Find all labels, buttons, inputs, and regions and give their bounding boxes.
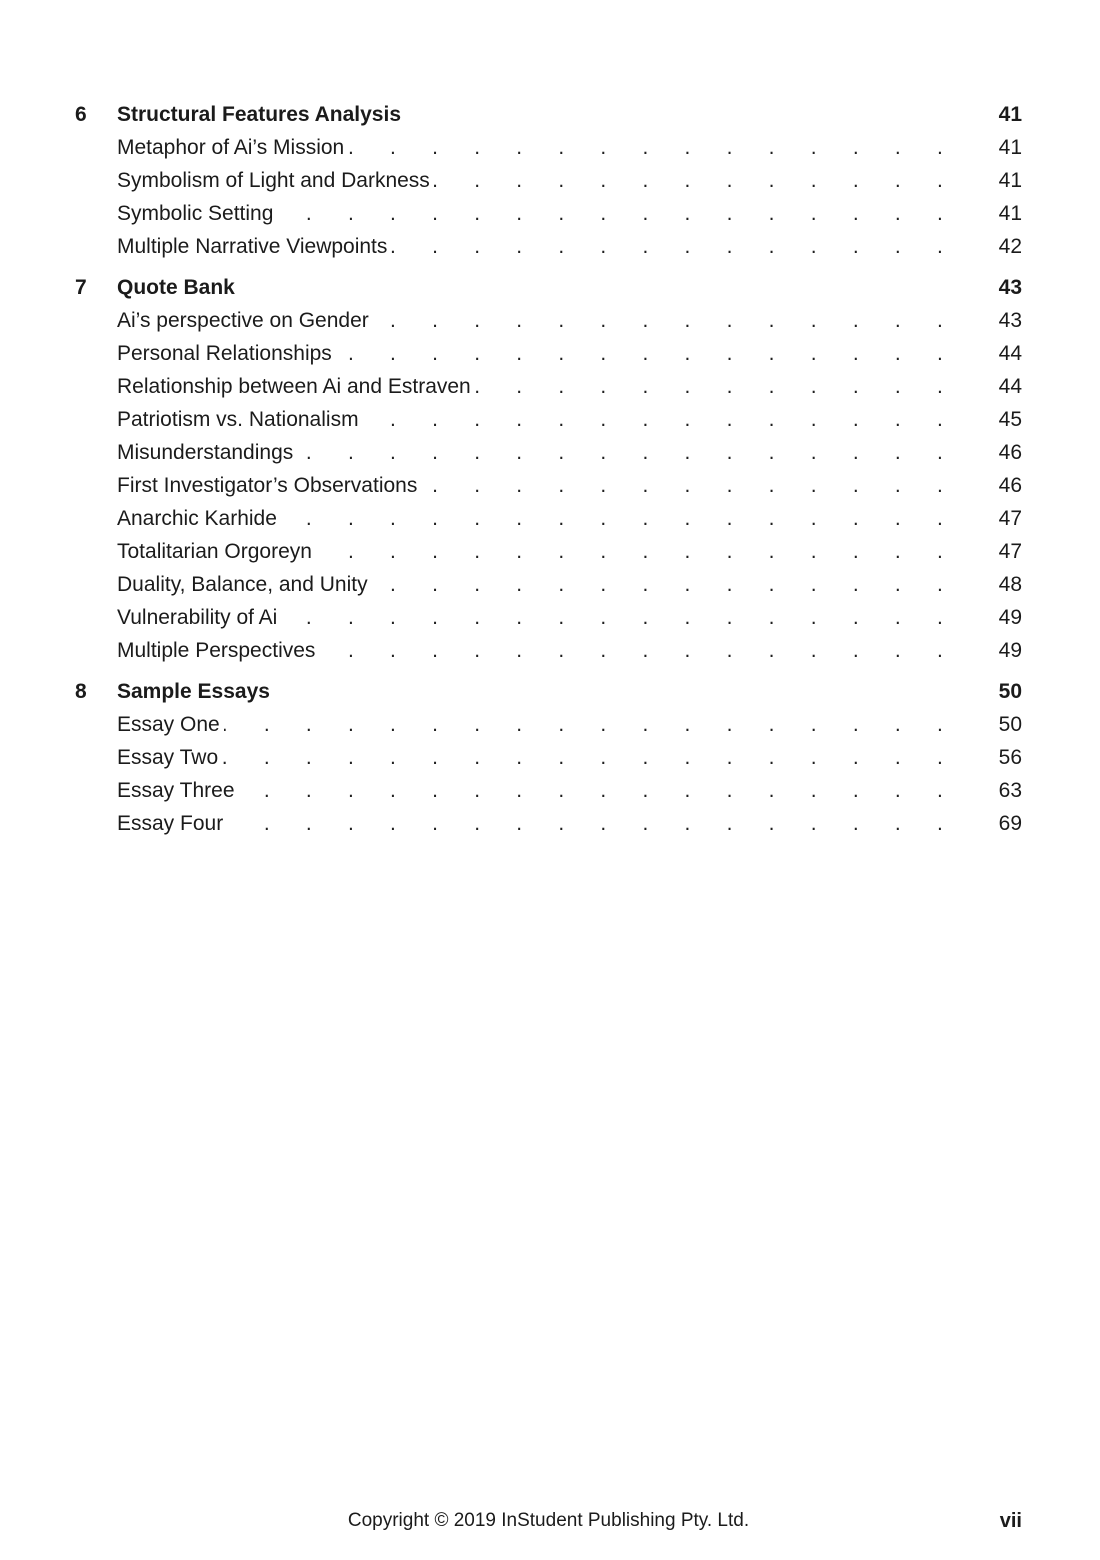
entry-title: Essay One [117, 713, 220, 736]
toc-entry [75, 807, 1022, 840]
entry-page-number: 48 [998, 573, 1022, 596]
dot-leader [363, 403, 958, 436]
entry-page-number: 41 [998, 169, 1022, 192]
copyright-notice: Copyright © 2019 InStudent Publishing Pty. Ltd. [347, 1510, 750, 1531]
entry-page-number: 41 [998, 202, 1022, 225]
toc-entry [75, 131, 1022, 164]
entry-title: Multiple Narrative Viewpoints [117, 235, 388, 258]
entry-title: Personal Relationships [117, 342, 332, 365]
dot-leader [348, 131, 958, 164]
entry-title: Relationship between Ai and Estraven [117, 375, 471, 398]
toc-section-heading [75, 675, 1022, 708]
entry-page-number: 43 [998, 309, 1022, 332]
toc-entry [75, 370, 1022, 403]
dot-leader [391, 230, 958, 263]
entry-title: Totalitarian Orgoreyn [117, 540, 312, 563]
entry-title: Patriotism vs. Nationalism [117, 408, 359, 431]
entry-page-number: 50 [998, 713, 1022, 736]
entry-page-number: 49 [998, 639, 1022, 662]
dot-leader [316, 535, 958, 568]
dot-leader [227, 807, 958, 840]
toc-entry [75, 337, 1022, 370]
dot-leader [281, 502, 958, 535]
section-page-number: 50 [998, 680, 1022, 703]
section-title: Quote Bank [117, 276, 235, 299]
dot-leader [434, 164, 958, 197]
toc-section [75, 98, 1022, 263]
toc-entry [75, 304, 1022, 337]
entry-title: Anarchic Karhide [117, 507, 277, 530]
entry-title: Misunderstandings [117, 441, 294, 464]
toc-section-heading [75, 271, 1022, 304]
entry-page-number: 63 [998, 779, 1022, 802]
entry-page-number: 56 [998, 746, 1022, 769]
entry-title: First Investigator’s Observations [117, 474, 418, 497]
entry-page-number: 69 [998, 812, 1022, 835]
entry-title: Vulnerability of Ai [117, 606, 278, 629]
dot-leader [319, 634, 958, 667]
entry-title: Symbolic Setting [117, 202, 274, 225]
page-footer [75, 1505, 1022, 1537]
toc-entry [75, 403, 1022, 436]
dot-leader [373, 304, 958, 337]
entry-page-number: 46 [998, 441, 1022, 464]
dot-leader [372, 568, 958, 601]
toc-entry [75, 436, 1022, 469]
table-of-contents [75, 90, 1022, 840]
entry-page-number: 44 [998, 375, 1022, 398]
entry-title: Symbolism of Light and Darkness [117, 169, 430, 192]
toc-entry [75, 634, 1022, 667]
toc-entry [75, 502, 1022, 535]
section-number: 8 [75, 680, 87, 703]
dot-leader [297, 436, 958, 469]
entry-page-number: 49 [998, 606, 1022, 629]
toc-entry [75, 230, 1022, 263]
toc-entry [75, 469, 1022, 502]
entry-page-number: 44 [998, 342, 1022, 365]
section-entries [75, 708, 1022, 840]
toc-entry [75, 197, 1022, 230]
section-number: 7 [75, 276, 87, 299]
entry-title: Essay Four [117, 812, 224, 835]
entry-title: Essay Three [117, 779, 235, 802]
entry-page-number: 47 [998, 540, 1022, 563]
toc-section [75, 271, 1022, 667]
dot-leader [239, 774, 959, 807]
dot-leader [277, 197, 958, 230]
section-title: Sample Essays [117, 680, 270, 703]
dot-leader [336, 337, 958, 370]
toc-section [75, 675, 1022, 840]
entry-page-number: 45 [998, 408, 1022, 431]
entry-title: Essay Two [117, 746, 219, 769]
folio-page-number: vii [999, 1510, 1022, 1532]
dot-leader [475, 370, 958, 403]
section-number: 6 [75, 103, 87, 126]
toc-entry [75, 164, 1022, 197]
entry-page-number: 42 [998, 235, 1022, 258]
entry-title: Metaphor of Ai’s Mission [117, 136, 345, 159]
section-entries [75, 131, 1022, 263]
section-title: Structural Features Analysis [117, 103, 401, 126]
toc-entry [75, 601, 1022, 634]
toc-entry [75, 741, 1022, 774]
entry-title: Ai’s perspective on Gender [117, 309, 369, 332]
dot-leader [224, 708, 958, 741]
toc-entry [75, 535, 1022, 568]
entry-page-number: 41 [998, 136, 1022, 159]
dot-leader [281, 601, 958, 634]
toc-entry [75, 568, 1022, 601]
dot-leader [421, 469, 958, 502]
dot-leader [222, 741, 958, 774]
entry-title: Multiple Perspectives [117, 639, 316, 662]
entry-page-number: 47 [998, 507, 1022, 530]
section-page-number: 43 [998, 276, 1022, 299]
entry-title: Duality, Balance, and Unity [117, 573, 368, 596]
entry-page-number: 46 [998, 474, 1022, 497]
toc-section-heading [75, 98, 1022, 131]
toc-entry [75, 774, 1022, 807]
section-page-number: 41 [998, 103, 1022, 126]
toc-entry [75, 708, 1022, 741]
section-entries [75, 304, 1022, 667]
